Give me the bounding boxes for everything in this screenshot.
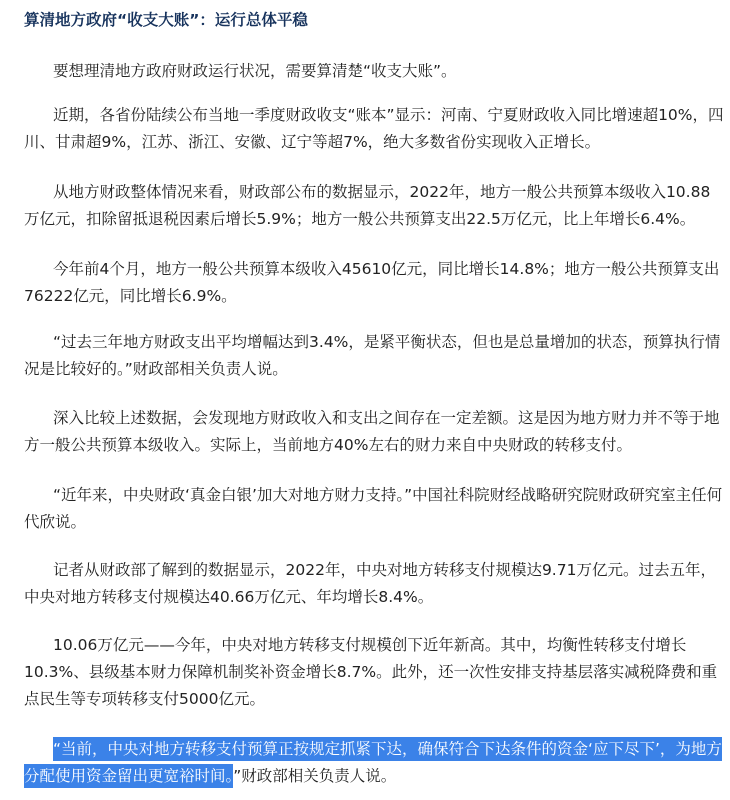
paragraph-7: “近年来，中央财政‘真金白银’加大对地方财力支持。”中国社科院财经战略研究院财政研究室主任何代欣说。 (24, 486, 723, 531)
paragraph-10-rest: ”财政部相关负责人说。 (233, 767, 397, 785)
paragraph-10 (24, 736, 724, 790)
paragraph-6: 深入比较上述数据，会发现地方财政收入和支出之间存在一定差额。这是因为地方财力并不等于地方一般公共预算本级收入。实际上，当前地方40%左右的财力来自中央财政的转移支付。 (24, 409, 720, 454)
paragraph-2: 近期，各省份陆续公布当地一季度财政收支“账本”显示：河南、宁夏财政收入同比增速超10%，四川、甘肃超9%，江苏、浙江、安徽、辽宁等超7%，绝大多数省份实现收入正增长。 (24, 106, 724, 151)
selected-text-highlight[interactable]: “当前，中央对地方转移支付预算正按规定抓紧下达，确保符合下达条件的资金‘应下尽下’，为地方分配使用资金留出更宽裕时间。 (24, 737, 722, 788)
paragraph-5: “过去三年地方财政支出平均增幅达到3.4%，是紧平衡状态，但也是总量增加的状态，预算执行情况是比较好的。”财政部相关负责人说。 (24, 333, 721, 378)
paragraph-9: 10.06万亿元——今年，中央对地方转移支付规模创下近年新高。其中，均衡性转移支付增长10.3%、县级基本财力保障机制奖补资金增长8.7%。此外，还一次性安排支持基层落实减税降费和重点民生等专项转移支付5000亿元。 (24, 636, 718, 708)
paragraph-4: 今年前4个月，地方一般公共预算本级收入45610亿元，同比增长14.8%；地方一般公共预算支出76222亿元，同比增长6.9%。 (24, 260, 720, 305)
paragraph-1: 要想理清地方政府财政运行状况，需要算清楚“收支大账”。 (53, 62, 457, 80)
article-heading: 算清地方政府“收支大账”：运行总体平稳 (24, 11, 308, 29)
paragraph-3: 从地方财政整体情况来看，财政部公布的数据显示，2022年，地方一般公共预算本级收入10.88万亿元，扣除留抵退税因素后增长5.9%；地方一般公共预算支出22.5万亿元，比上年增长6.4%。 (24, 183, 711, 228)
paragraph-8: 记者从财政部了解到的数据显示，2022年，中央对地方转移支付规模达9.71万亿元。过去五年，中央对地方转移支付规模达40.66万亿元、年均增长8.4%。 (24, 561, 716, 606)
